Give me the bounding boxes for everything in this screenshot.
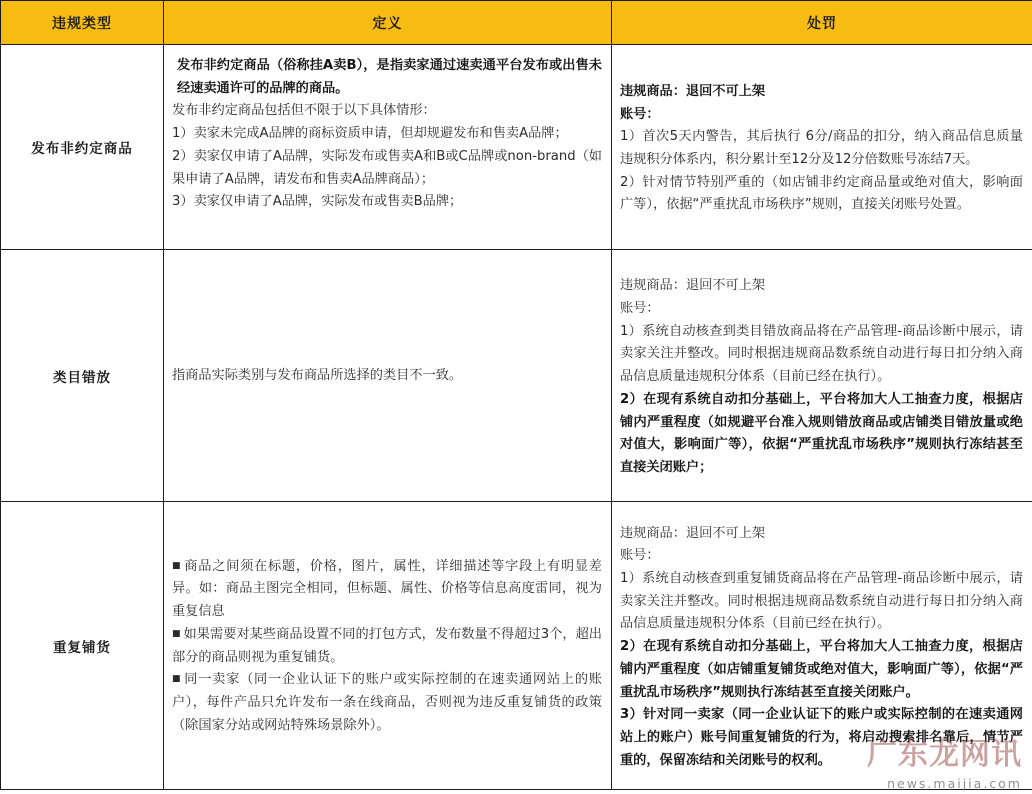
definition-bullet-bold-prefix: 同一卖家（同一企业认证下的账户或实际控制的在速卖通网站上的账户）: [172, 672, 602, 710]
table-row: [1, 45, 1032, 250]
penalty-headline: 违规商品：退回不可上架: [620, 278, 766, 294]
penalty-paragraph-bold: 3）针对同一卖家（同一企业认证下的账户或实际控制的在速卖通网站上的账户）账号间重复铺货的行为，将启动搜索排名靠后，情节严重的，保留冻结和关闭账号的权利。: [620, 707, 1023, 768]
penalty-paragraph: 1）首次5天内警告，其后执行 6分/商品的扣分，纳入商品信息质量违规积分体系内，积分累计至12分及12分倍数账号冻结7天。: [620, 129, 1023, 167]
penalty-paragraph-bold: 2）在现有系统自动扣分基础上，平台将加大人工抽查力度，根据店铺内严重程度（如规避平台准入规则错放商品或店铺类目错放量或绝对值大，影响面广等），依据“严重扰乱市场秩序”规则执行冻结甚至直接关闭账户；: [620, 391, 1023, 475]
penalty-headline: 违规商品：退回不可上架: [620, 525, 766, 541]
penalty-paragraph-bold: 2）在现有系统自动扣分基础上，平台将加大人工抽查力度，根据店铺内严重程度（如店铺重复铺货或绝对值大，影响面广等），依据“严重扰乱市场秩序”规则执行冻结甚至直接关闭账户。: [620, 639, 1023, 700]
definition-bullet: ■ 如果需要对某些商品设置不同的打包方式，发布数量不得超过3个，超出部分的商品则视为重复铺货。: [172, 624, 602, 669]
penalty-account-label: 账号：: [620, 548, 660, 564]
definition-bullet: [172, 669, 602, 737]
cell-penalty: [612, 45, 1032, 250]
definition-paragraph: 1）卖家未完成A品牌的商标资质申请，但却规避发布和售卖A品牌；: [172, 126, 568, 142]
table-row: [1, 250, 1032, 502]
definition-paragraph: 2）卖家仅申请了A品牌，实际发布或售卖A和B或C品牌或non-brand（如果申请了A品牌，请发布和售卖A品牌商品）；: [172, 148, 602, 187]
penalty-block: [620, 273, 1023, 479]
cell-penalty: [612, 250, 1032, 502]
penalty-account-label: 账号：: [620, 301, 660, 317]
penalty-paragraph: 1）系统自动核查到类目错放商品将在产品管理-商品诊断中展示，请卖家关注并整改。同时根据违规商品数系统自动进行每日扣分纳入商品信息质量违规积分体系（目前已经在执行）。: [620, 323, 1023, 385]
definition-paragraph: 发布非约定商品包括但不限于以下具体情形：: [172, 103, 436, 119]
definition-paragraph: 指商品实际类别与发布商品所选择的类目不一致。: [172, 368, 463, 384]
penalty-account-label: 账号：: [620, 106, 660, 122]
cell-penalty: [612, 502, 1032, 790]
penalty-paragraph: 2）针对情节特别严重的（如店铺非约定商品量或绝对值大，影响面广等），依据“严重扰乱市场秩序”规则，直接关闭账号处置。: [620, 174, 1023, 213]
table-row: [1, 502, 1032, 790]
definition-bullet-rest: ，每件产品只允许发布一条在线商品，否则视为违反重复铺货的政策（除国家分站或网站特殊场景除外）。: [172, 694, 602, 733]
cell-violation-type: 类目错放: [1, 250, 164, 502]
table-body: [1, 45, 1032, 790]
cell-definition: [164, 250, 612, 502]
table-header-row: [1, 1, 1032, 45]
definition-lead-bold: 发布非约定商品（俗称挂A卖B），是指卖家通过速卖通平台发布或出售未经速卖通许可的品牌的商品。: [177, 58, 602, 96]
penalty-block: [620, 521, 1023, 773]
penalty-paragraph: 1）系统自动核查到重复铺货商品将在产品管理-商品诊断中展示，请卖家关注并整改。同时根据违规商品数系统自动进行每日扣分纳入商品信息质量违规积分体系（目前已经在执行）。: [620, 571, 1023, 632]
cell-violation-type: 重复铺货: [1, 502, 164, 790]
table-header: [1, 1, 1032, 45]
definition-paragraph: 3）卖家仅申请了A品牌，实际发布或售卖B品牌；: [172, 194, 463, 210]
penalty-headline: 违规商品：退回不可上架: [620, 83, 766, 99]
definition-bullet: ■ 商品之间须在标题，价格，图片，属性，详细描述等字段上有明显差异。如：商品主图完全相同，但标题、属性、价格等信息高度雷同，视为重复信息: [172, 556, 602, 624]
column-header-violation-type: 违规类型: [1, 1, 164, 45]
watermark-brand: 广东龙网讯: [867, 737, 1022, 772]
cell-definition: [164, 502, 612, 790]
column-header-penalty: 处罚: [612, 1, 1032, 45]
penalty-block: [620, 79, 1023, 217]
cell-definition: [164, 45, 612, 250]
watermark-url: news.maijia.com: [887, 775, 1022, 791]
column-header-definition: 定义: [164, 1, 612, 45]
cell-violation-type: 发布非约定商品: [1, 45, 164, 250]
